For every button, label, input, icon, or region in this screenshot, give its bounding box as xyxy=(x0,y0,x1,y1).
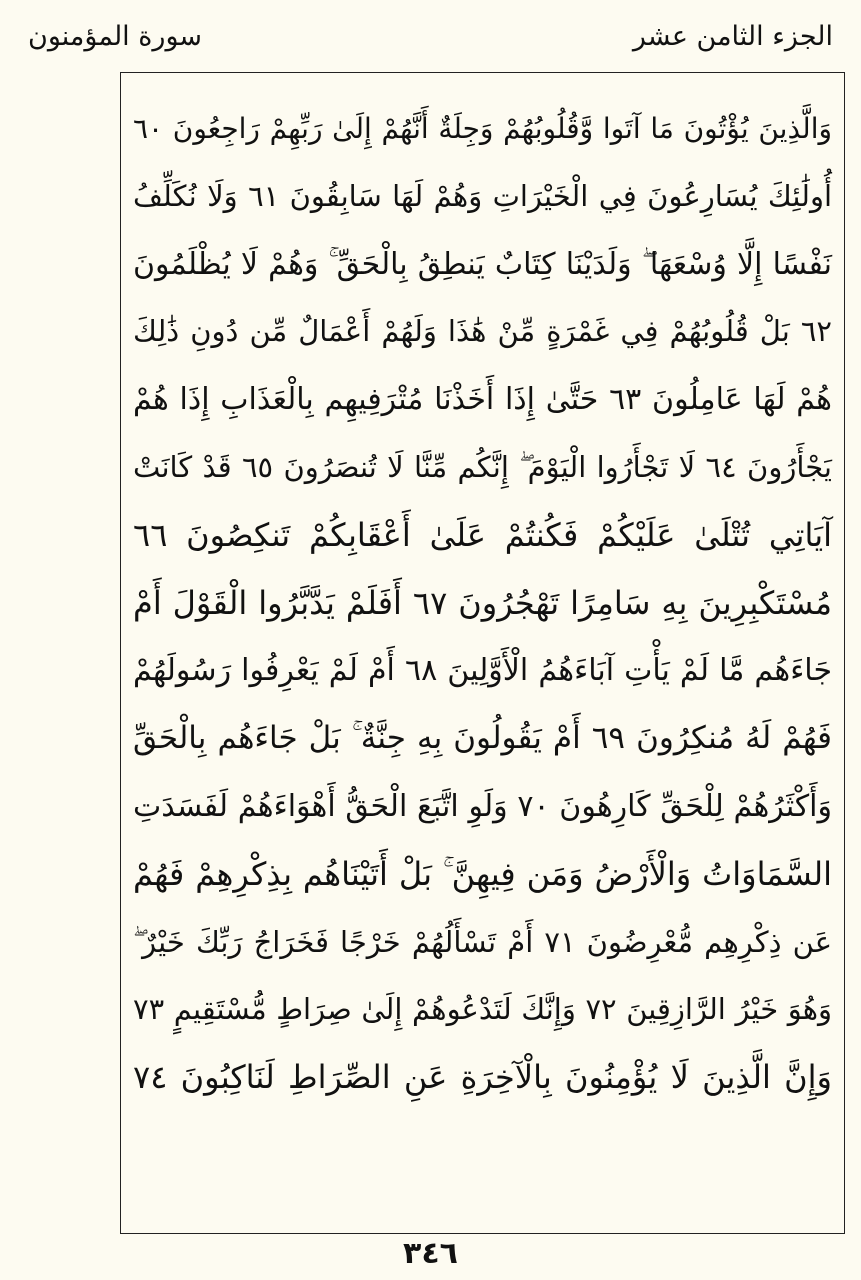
text-frame xyxy=(120,72,845,1234)
page-number: ٣٤٦ xyxy=(403,1236,458,1271)
verse-line: مُسْتَكْبِرِينَ بِهِ سَامِرًا تَهْجُرُونَ ٦٧ أَفَلَمْ يَدَّبَّرُوا الْقَوْلَ أَمْ xyxy=(133,583,833,622)
verse-line: وَهُوَ خَيْرُ الرَّازِقِينَ ٧٢ وَإِنَّكَ لَتَدْعُوهُمْ إِلَىٰ صِرَاطٍ مُّسْتَقِيمٍ ٧٣ xyxy=(133,992,833,1027)
verse-line: يَجْأَرُونَ ٦٤ لَا تَجْأَرُوا الْيَوْمَ ۖ إِنَّكُم مِّنَّا لَا تُنصَرُونَ ٦٥ قَدْ كَانَتْ xyxy=(133,449,832,484)
verse-line: آيَاتِي تُتْلَىٰ عَلَيْكُمْ فَكُنتُمْ عَلَىٰ أَعْقَابِكُمْ تَنكِصُونَ ٦٦ xyxy=(133,515,832,554)
page-header xyxy=(28,14,833,58)
verse-line: هُمْ لَهَا عَامِلُونَ ٦٣ حَتَّىٰ إِذَا أَخَذْنَا مُتْرَفِيهِم بِالْعَذَابِ إِذَا هُمْ xyxy=(133,382,832,418)
juz-label: الجزء الثامن عشر xyxy=(632,20,833,52)
verse-line: أُولَٰئِكَ يُسَارِعُونَ فِي الْخَيْرَاتِ وَهُمْ لَهَا سَابِقُونَ ٦١ وَلَا نُكَلِّفُ xyxy=(133,178,833,213)
verse-line: وَأَكْثَرُهُمْ لِلْحَقِّ كَارِهُونَ ٧٠ وَلَوِ اتَّبَعَ الْحَقُّ أَهْوَاءَهُمْ لَفَسَدَتِ xyxy=(133,788,832,824)
verse-line: فَهُمْ لَهُ مُنكِرُونَ ٦٩ أَمْ يَقُولُونَ بِهِ جِنَّةٌ ۚ بَلْ جَاءَهُم بِالْحَقِّ xyxy=(133,720,832,757)
verse-line: ٦٢ بَلْ قُلُوبُهُمْ فِي غَمْرَةٍ مِّنْ هَٰذَا وَلَهُمْ أَعْمَالٌ مِّن دُونِ ذَٰلِكَ xyxy=(133,314,832,349)
verse-line: السَّمَاوَاتُ وَالْأَرْضُ وَمَن فِيهِنَّ ۚ بَلْ أَتَيْنَاهُم بِذِكْرِهِمْ فَهُمْ xyxy=(133,854,832,893)
surah-label: سورة المؤمنون xyxy=(28,20,203,52)
verse-line: عَن ذِكْرِهِم مُّعْرِضُونَ ٧١ أَمْ تَسْأَلُهُمْ خَرْجًا فَخَرَاجُ رَبِّكَ خَيْرٌ ۖ xyxy=(133,924,832,959)
verse-line: نَفْسًا إِلَّا وُسْعَهَا ۖ وَلَدَيْنَا كِتَابٌ يَنطِقُ بِالْحَقِّ ۚ وَهُمْ لَا يُظْلَمُونَ xyxy=(133,246,832,282)
verse-line: وَالَّذِينَ يُؤْتُونَ مَا آتَوا وَّقُلُوبُهُمْ وَجِلَةٌ أَنَّهُمْ إِلَىٰ رَبِّهِمْ رَاجِعُونَ ٦٠ xyxy=(133,112,832,145)
verse-line: جَاءَهُم مَّا لَمْ يَأْتِ آبَاءَهُمُ الْأَوَّلِينَ ٦٨ أَمْ لَمْ يَعْرِفُوا رَسُولَهُمْ xyxy=(133,653,832,689)
verse-lines xyxy=(121,95,844,1112)
verse-line: وَإِنَّ الَّذِينَ لَا يُؤْمِنُونَ بِالْآخِرَةِ عَنِ الصِّرَاطِ لَنَاكِبُونَ ٧٤ xyxy=(133,1058,832,1097)
